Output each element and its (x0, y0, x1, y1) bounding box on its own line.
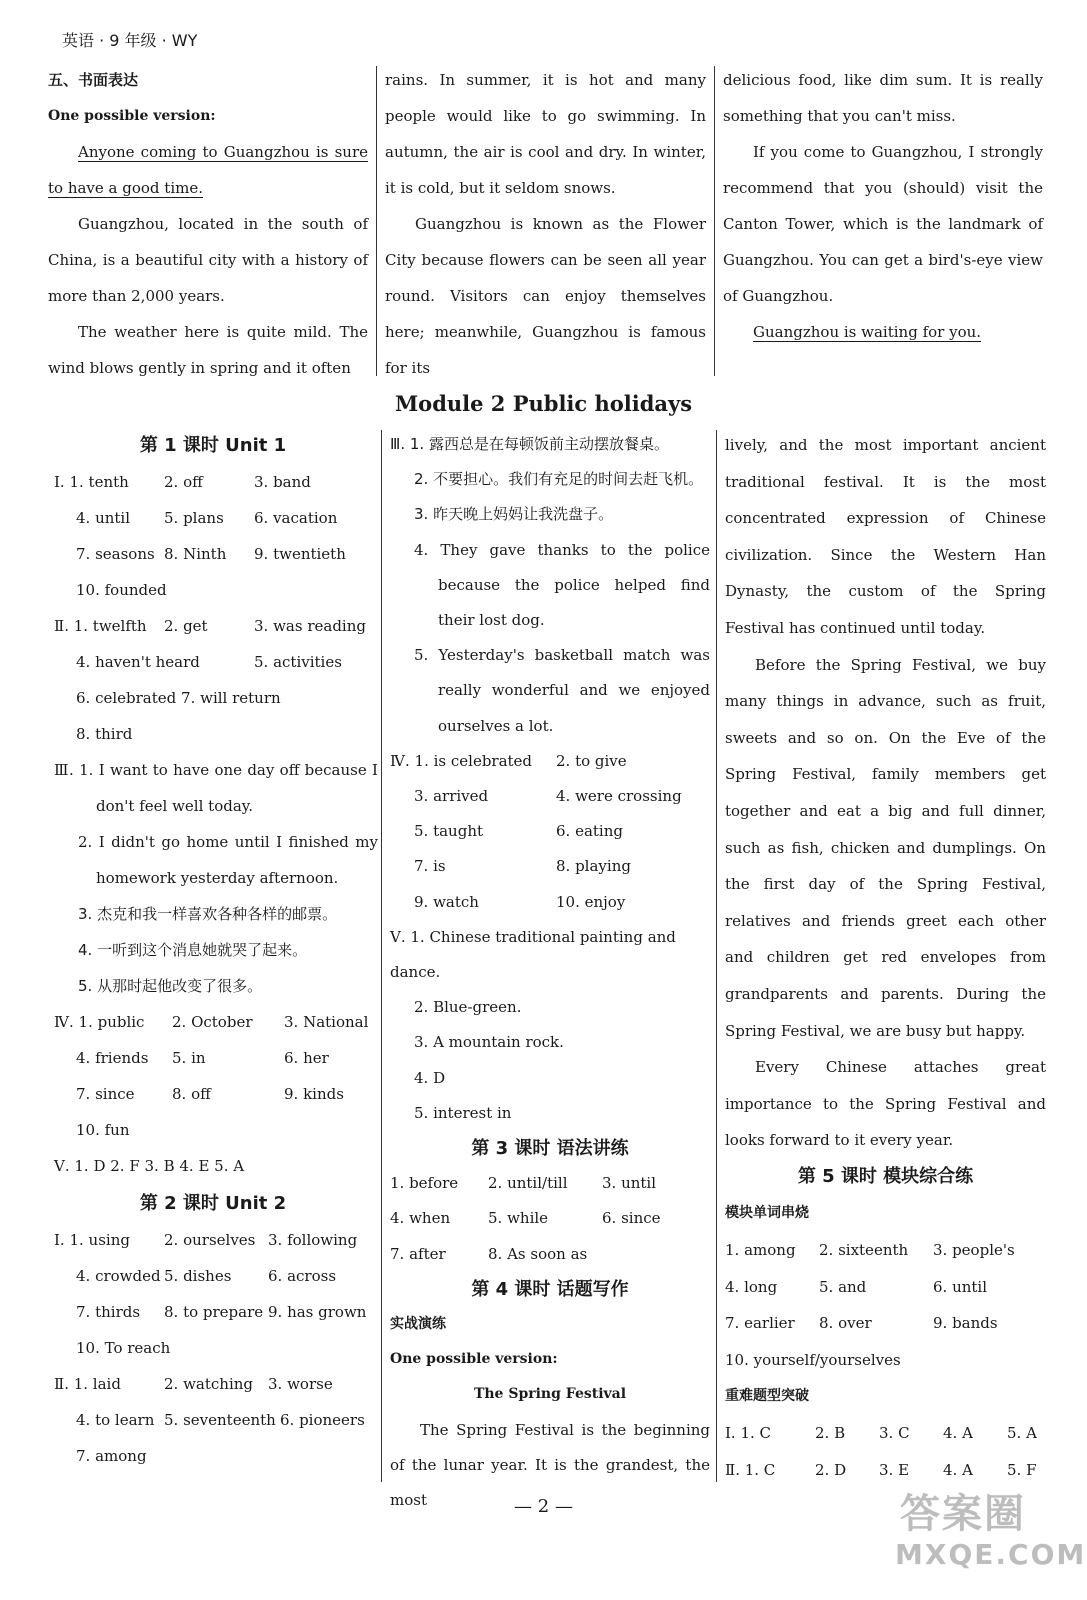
watermark-logo: 答案圈 (900, 1491, 1026, 1537)
answer: 10. yourself/yourselves (725, 1350, 901, 1369)
translation-answer: Ⅲ. 1. I want to have one day off because I don't feel well today. (54, 761, 378, 815)
answer-row (54, 1402, 378, 1438)
answer: 5. dishes (164, 1267, 232, 1285)
answer: 8. As soon as (488, 1244, 588, 1263)
breakthrough-label: 重难题型突破 (725, 1388, 809, 1405)
answer: 8. Ninth (164, 545, 227, 563)
answer: 10. To reach (76, 1339, 171, 1357)
answer-row (390, 885, 710, 920)
answer: 6. her (284, 1049, 329, 1067)
answer-row (390, 814, 710, 849)
answer: 9. bands (933, 1314, 998, 1333)
answer: 5. F (1007, 1460, 1037, 1479)
answer: 3. A mountain rock. (414, 1033, 564, 1052)
answer: 3. until (602, 1174, 657, 1193)
answer: 1. before (390, 1174, 459, 1193)
answer: 4. D (414, 1068, 446, 1087)
answer: 3. band (254, 473, 311, 491)
version-label: One possible version: (48, 108, 216, 124)
lesson-5-title: 第 5 课时 模块综合练 (797, 1165, 974, 1187)
answer: 2. Blue-green. (414, 998, 522, 1017)
lesson-3-title: 第 3 课时 语法讲练 (471, 1138, 629, 1160)
answer-row (54, 1258, 378, 1294)
answer-row (54, 1294, 378, 1330)
answer-row (54, 1040, 378, 1076)
paragraph: delicious food, like dim sum. It is really something that you can't miss. (723, 71, 1043, 125)
answer: 5. taught (414, 822, 484, 841)
answer: 4. were crossing (556, 787, 682, 806)
answer: Ⅴ. 1. Chinese traditional painting and dance. (390, 927, 676, 982)
answer: 4. crowded (76, 1267, 161, 1285)
closing-sentence: Guangzhou is waiting for you. (753, 323, 982, 341)
answer: Ⅴ. 1. D 2. F 3. B 4. E 5. A (54, 1157, 245, 1175)
paragraph: The weather here is quite mild. The wind blows gently in spring and it often (48, 323, 368, 377)
page-number: — 2 — (514, 1496, 573, 1517)
answer-row (54, 1112, 378, 1148)
answer: 9. has grown (268, 1303, 367, 1321)
answer: Ⅳ. 1. is celebrated (390, 751, 533, 770)
lesson-4-title: 第 4 课时 话题写作 (471, 1278, 629, 1300)
answer: 2. sixteenth (819, 1241, 909, 1260)
answer: 2. October (172, 1013, 253, 1031)
answer: 5. in (172, 1049, 206, 1067)
answer: 4. to learn (76, 1411, 155, 1429)
answer-row (54, 608, 378, 644)
column-divider (714, 66, 715, 376)
answer-row (54, 1148, 378, 1184)
answer-row (54, 500, 378, 536)
answer: 1. among (725, 1241, 796, 1260)
answer: Ⅱ. 1. laid (54, 1375, 121, 1393)
translation-answer: 4. They gave thanks to the police because the police helped find their lost dog. (414, 540, 710, 630)
translation-answer: 3. 昨天晚上妈妈让我洗盘子。 (414, 505, 614, 524)
watermark-url: MXQE.COM (895, 1538, 1087, 1571)
answer: Ⅳ. 1. public (54, 1013, 145, 1031)
answer: 2. get (164, 617, 208, 635)
answer: 3. E (879, 1460, 910, 1479)
answer: 5. interest in (414, 1103, 512, 1122)
answer: 8. off (172, 1085, 211, 1103)
lesson-2-title: 第 2 课时 Unit 2 (139, 1193, 287, 1214)
answer: 2. watching (164, 1375, 254, 1393)
answer-row (725, 1415, 1046, 1452)
answer: 8. to prepare (164, 1303, 264, 1321)
module-title: Module 2 Public holidays (394, 391, 693, 416)
answer: 3. National (284, 1013, 369, 1031)
answer: 7. since (76, 1085, 135, 1103)
answer: 2. off (164, 473, 203, 491)
answer-row (390, 779, 710, 814)
answer-row (54, 644, 378, 680)
top-column-3 (723, 62, 1043, 350)
answer: 7. after (390, 1244, 446, 1263)
answer: 4. A (943, 1460, 973, 1479)
answer-row (54, 716, 378, 752)
answer: 8. third (76, 725, 133, 743)
translation-answer: 2. I didn't go home until I finished my homework yesterday afternoon. (78, 833, 378, 887)
translation-answer: 5. Yesterday's basketball match was really wonderful and we enjoyed ourselves a lot. (414, 646, 710, 735)
essay-paragraph: lively, and the most important ancient traditional festival. It is the most concentrated expression of Chinese civilization. Since the Western Han Dynasty, the custom of the Spring Festival has continued until today. (725, 436, 1046, 637)
translation-answer: Ⅲ. 1. 露西总是在每顿饭前主动摆放餐桌。 (390, 435, 669, 453)
answer: 5. plans (164, 509, 224, 527)
column-divider (376, 66, 377, 376)
answer: 5. and (819, 1277, 867, 1296)
section-title: 五、书面表达 (48, 71, 139, 89)
answer-row (54, 1438, 378, 1474)
answer-row (725, 1232, 1046, 1269)
answer: 6. vacation (254, 509, 338, 527)
paragraph: If you come to Guangzhou, I strongly recommend that you (should) visit the Canton Tower, which is the landmark of Guangzhou. You can get a bird's-eye view of Guangzhou. (723, 143, 1043, 305)
answer-row (725, 1269, 1046, 1306)
answer: Ⅱ. 1. C (725, 1460, 776, 1479)
top-column-1 (48, 62, 368, 386)
paragraph: Guangzhou is known as the Flower City because flowers can be seen all year round. Visitors can enjoy themselves here; meanwhile, Guangzhou is famous for its (385, 215, 706, 377)
answer: 8. over (819, 1314, 872, 1333)
answer: 6. eating (556, 822, 623, 841)
answer-row (390, 1201, 710, 1236)
translation-answer: 5. 从那时起他改变了很多。 (78, 977, 263, 995)
left-column (48, 428, 378, 1474)
column-divider (381, 430, 382, 1482)
right-column (725, 427, 1046, 1488)
answer-row (54, 1222, 378, 1258)
answer: 2. ourselves (164, 1231, 256, 1249)
answer: 5. A (1007, 1424, 1037, 1443)
answer: 10. founded (76, 581, 167, 599)
answer: 4. haven't heard (76, 653, 200, 671)
top-column-2 (385, 62, 706, 386)
answer-row (390, 1166, 710, 1201)
paragraph: Guangzhou, located in the south of China, is a beautiful city with a history of more than 2,000 years. (48, 215, 368, 305)
answer: 6. celebrated 7. will return (76, 689, 281, 707)
answer: 2. to give (556, 751, 627, 770)
answer: 7. seasons (76, 545, 155, 563)
practice-label: 实战演练 (390, 1316, 446, 1333)
translation-answer: 3. 杰克和我一样喜欢各种各样的邮票。 (78, 905, 338, 923)
essay-title: The Spring Festival (473, 1386, 627, 1403)
translation-answer: 4. 一听到这个消息她就哭了起来。 (78, 941, 308, 959)
answer: 8. playing (556, 857, 631, 876)
translation-answer: 2. 不要担心。我们有充足的时间去赶飞机。 (414, 470, 704, 489)
answer: Ⅰ. 1. using (54, 1231, 130, 1249)
essay-paragraph: Every Chinese attaches great importance to the Spring Festival and looks forward to it every year. (725, 1058, 1046, 1150)
answer-row (725, 1342, 1046, 1379)
answer-row (725, 1305, 1046, 1342)
answer: Ⅰ. 1. tenth (54, 473, 129, 491)
essay-paragraph: The Spring Festival is the beginning of the lunar year. It is the grandest, the most (390, 1420, 710, 1510)
paragraph: rains. In summer, it is hot and many people would like to go swimming. In autumn, the air is cool and dry. In winter, it is cold, but it seldom snows. (385, 71, 706, 197)
answer: 2. B (815, 1424, 846, 1443)
answer: 10. enjoy (556, 892, 626, 911)
answer: 5. while (488, 1209, 549, 1228)
answer: 6. until (933, 1277, 988, 1296)
answer-row (54, 536, 378, 572)
middle-column (390, 427, 710, 1518)
answer: 3. arrived (414, 787, 489, 806)
answer: 4. long (725, 1277, 778, 1296)
answer: 3. people's (933, 1241, 1015, 1260)
essay-paragraph: Before the Spring Festival, we buy many things in advance, such as fruit, sweets and so on. On the Eve of the Spring Festival, family members get together and eat a big and full dinner, such as fish, chicken and dumplings. On the first day of the Spring Festival, relatives and friends greet each other and children get red envelopes from grandparents and parents. During the Spring Festival, we are busy but happy. (725, 655, 1046, 1040)
column-divider (716, 430, 717, 1482)
answer: 7. thirds (76, 1303, 141, 1321)
answer-row (390, 1237, 710, 1272)
answer-row (54, 572, 378, 608)
answer: 10. fun (76, 1121, 130, 1139)
answer-row (390, 849, 710, 884)
answer-row (54, 680, 378, 716)
answer: 3. worse (268, 1375, 333, 1393)
answer: 4. friends (76, 1049, 149, 1067)
answer: 2. D (815, 1460, 847, 1479)
answer: 7. among (76, 1447, 147, 1465)
answer-row (390, 744, 710, 779)
answer-row (54, 1076, 378, 1112)
answer: 5. seventeenth (164, 1411, 276, 1429)
answer: 3. C (879, 1424, 910, 1443)
page-header: 英语 · 9 年级 · WY (62, 31, 198, 50)
answer: 4. when (390, 1209, 451, 1228)
answer: 4. until (76, 509, 131, 527)
answer-row (54, 1366, 378, 1402)
answer: 7. is (414, 857, 446, 876)
answer: Ⅰ. 1. C (725, 1424, 772, 1443)
answer: 6. across (268, 1267, 337, 1285)
answer: 6. pioneers (280, 1411, 365, 1429)
answer: 4. A (943, 1424, 973, 1443)
answer: 6. since (602, 1209, 661, 1228)
answer: 3. was reading (254, 617, 366, 635)
answer: 3. following (268, 1231, 358, 1249)
vocab-label: 模块单词串烧 (725, 1205, 809, 1222)
answer: 9. kinds (284, 1085, 344, 1103)
answer: 9. watch (414, 892, 479, 911)
answer-row (54, 1004, 378, 1040)
answer: 9. twentieth (254, 545, 346, 563)
lesson-1-title: 第 1 课时 Unit 1 (139, 435, 287, 456)
answer: 2. until/till (488, 1174, 568, 1193)
answer: 5. activities (254, 653, 342, 671)
opening-sentence: Anyone coming to Guangzhou is sure to have a good time. (48, 143, 368, 197)
answer-row (54, 464, 378, 500)
answer: Ⅱ. 1. twelfth (54, 617, 147, 635)
answer: 7. earlier (725, 1314, 795, 1333)
answer-row (54, 1330, 378, 1366)
version-label: One possible version: (390, 1351, 558, 1368)
